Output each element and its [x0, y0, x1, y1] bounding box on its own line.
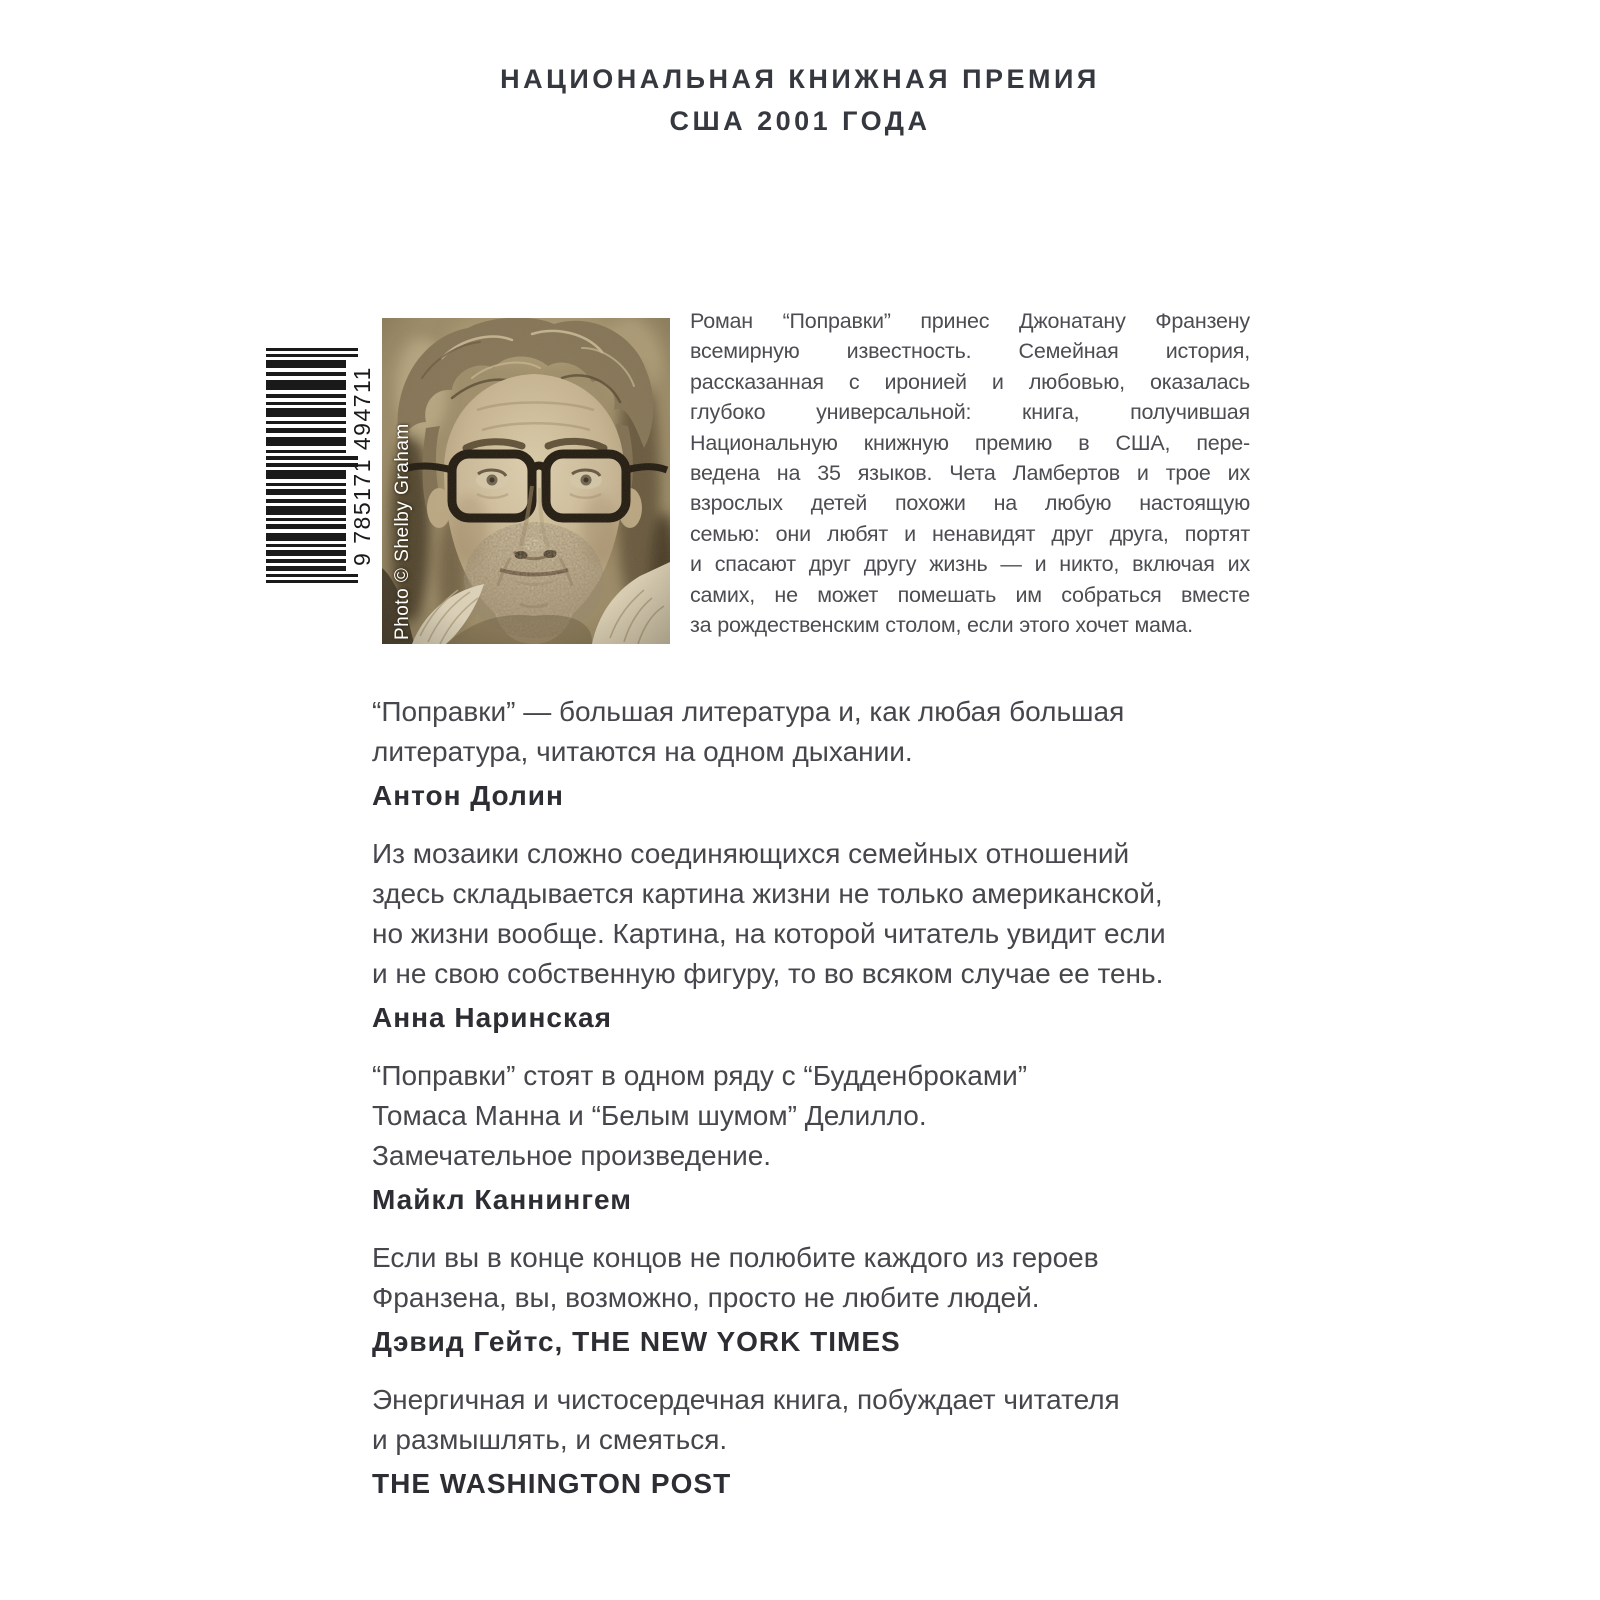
quote-line: и размышлять, и смеяться.	[372, 1424, 728, 1455]
quote-author: THE WASHINGTON POST	[372, 1468, 732, 1499]
quote-line: “Поправки” стоят в одном ряду с “Будденброками”	[372, 1060, 1028, 1091]
portrait-graphic	[382, 318, 670, 644]
quotes-section	[372, 692, 1234, 1522]
intro-line: самих, не может помешать им собраться вместе	[690, 582, 1250, 607]
intro-paragraph	[690, 306, 1250, 640]
barcode-bars	[266, 348, 358, 583]
quote-line: “Поправки” — большая литература и, как любая большая	[372, 696, 1125, 727]
intro-line: и спасают друг другу жизнь — и никто, включая их	[690, 552, 1250, 577]
quote-line: Если вы в конце концов не полюбите каждого из героев	[372, 1242, 1099, 1273]
quote-block	[372, 1238, 1234, 1362]
intro-line: Национальную книжную премию в США, пере-	[690, 430, 1250, 455]
quote-line: здесь складывается картина жизни не только американской,	[372, 878, 1163, 909]
intro-line: семью: они любят и ненавидят друг друга, портят	[690, 521, 1250, 546]
quote-block	[372, 692, 1234, 816]
award-title-line-2: США 2001 ГОДА	[669, 106, 931, 136]
quote-line: Замечательное произведение.	[372, 1140, 772, 1171]
intro-line: глубоко универсальной: книга, получившая	[690, 400, 1250, 425]
award-title	[0, 58, 1600, 142]
quote-line: Франзена, вы, возможно, просто не любите людей.	[372, 1282, 1040, 1313]
quote-author: Майкл Каннингем	[372, 1184, 632, 1215]
barcode-graphic	[252, 342, 376, 608]
quote-line: Из мозаики сложно соединяющихся семейных отношений	[372, 838, 1130, 869]
quote-author: Дэвид Гейтс, THE NEW YORK TIMES	[372, 1326, 901, 1357]
quote-block	[372, 1056, 1234, 1220]
award-title-line-1: НАЦИОНАЛЬНАЯ КНИЖНАЯ ПРЕМИЯ	[500, 64, 1100, 94]
author-photo	[382, 318, 670, 644]
intro-line: всемирную известность. Семейная история,	[690, 339, 1250, 364]
isbn-barcode	[252, 342, 376, 608]
photo-credit: Photo © Shelby Graham	[392, 423, 413, 640]
intro-line: ведена на 35 языков. Чета Ламбертов и трое их	[690, 461, 1250, 486]
quote-block	[372, 834, 1234, 1038]
quote-line: Энергичная и чистосердечная книга, побуждает читателя	[372, 1384, 1120, 1415]
quote-line: Томаса Манна и “Белым шумом” Делилло.	[372, 1100, 927, 1131]
quote-line: литература, читаются на одном дыхании.	[372, 736, 913, 767]
quote-line: и не свою собственную фигуру, то во всяком случае ее тень.	[372, 958, 1164, 989]
quote-block	[372, 1380, 1234, 1504]
intro-line: рассказанная с иронией и любовью, оказалась	[690, 369, 1250, 394]
isbn-number: 9 785171 494711	[349, 366, 375, 566]
intro-line: Роман “Поправки” принес Джонатану Франзену	[690, 309, 1250, 333]
intro-line: взрослых детей похожи на любую настоящую	[690, 491, 1250, 516]
quote-line: но жизни вообще. Картина, на которой читатель увидит если	[372, 918, 1166, 949]
intro-line: за рождественским столом, если этого хочет мама.	[690, 613, 1193, 638]
quote-author: Анна Наринская	[372, 1002, 612, 1033]
quote-author: Антон Долин	[372, 780, 564, 811]
